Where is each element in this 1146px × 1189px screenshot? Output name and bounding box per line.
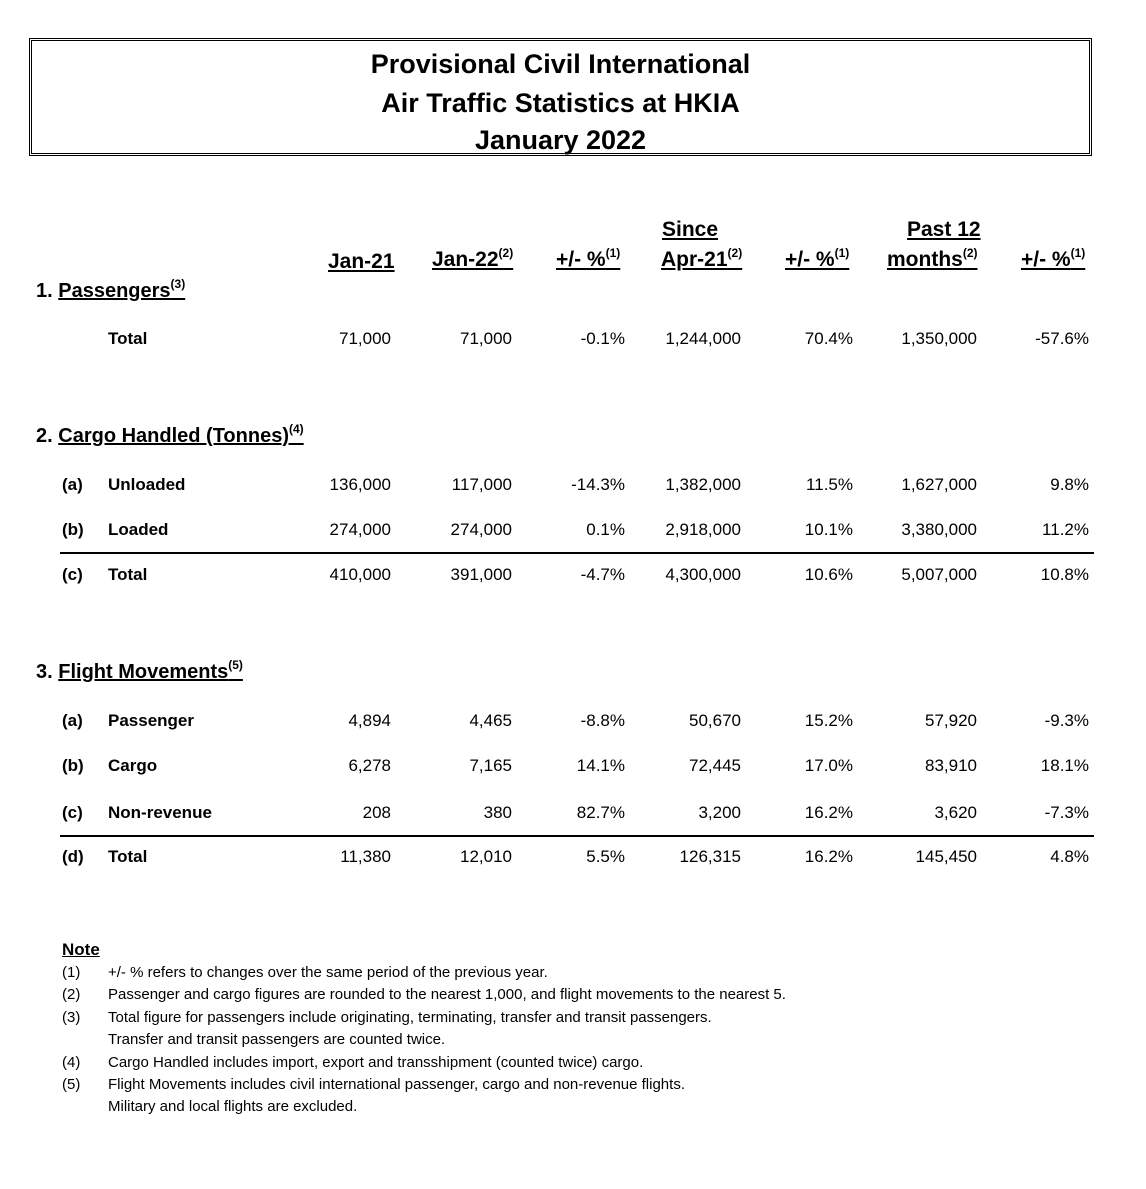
table-cell: 11.5% [806, 475, 853, 494]
note-number: (4) [62, 1053, 81, 1071]
section-flights-heading: 3. Flight Movements$^{(5)}$ [36, 658, 243, 683]
table-cell: 117,000 [451, 475, 512, 494]
table-cell: 11.2% [1042, 520, 1089, 539]
table-cell: 15.2% [804, 711, 853, 730]
table-cell: 10.1% [804, 520, 853, 539]
flights-total-rule [60, 835, 1094, 837]
note-text: Total figure for passengers include originating, terminating, transfer and transit passengers. [108, 1008, 712, 1026]
table-cell: 208 [362, 803, 391, 822]
table-cell: 4,894 [348, 711, 391, 730]
table-cell: 1,627,000 [901, 475, 977, 494]
note-text: Military and local flights are excluded. [108, 1098, 358, 1116]
title-line-2: Air Traffic Statistics at HKIA [381, 88, 740, 118]
header-jan21: Jan-21 [328, 250, 395, 273]
row-letter: (b) [62, 520, 84, 539]
note-number: (2) [62, 986, 81, 1004]
row-letter: (a) [62, 711, 83, 730]
title-line-1: Provisional Civil International [370, 49, 751, 79]
table-cell: 380 [483, 803, 512, 822]
row-label: Total [108, 329, 148, 348]
row-label: Total [108, 847, 148, 866]
row-label: Loaded [108, 520, 169, 539]
note-number: (5) [62, 1076, 81, 1093]
title-line-3: January 2022 [474, 125, 647, 155]
header-pct-3: +/- %$^{(1)}$ [1021, 246, 1086, 271]
title-box [29, 38, 1092, 156]
header-past12-months: months$^{(2)}$ [887, 246, 978, 271]
row-label: Passenger [108, 711, 194, 730]
table-cell: 274,000 [329, 520, 391, 539]
row-letter: (a) [62, 475, 83, 494]
table-cell: 16.2% [804, 847, 853, 866]
table-cell: 274,000 [450, 520, 512, 539]
table-cell: 71,000 [460, 329, 512, 348]
table-cell: 1,350,000 [901, 329, 977, 348]
table-cell: -7.3% [1044, 803, 1089, 822]
header-pct-1: +/- %$^{(1)}$ [556, 246, 621, 271]
table-cell: 3,620 [934, 803, 977, 822]
table-cell: -9.3% [1044, 711, 1089, 730]
table-cell: 391,000 [450, 565, 512, 584]
table-cell: 9.8% [1050, 475, 1089, 494]
table-cell: 5.5% [586, 847, 625, 866]
table-cell: -4.7% [580, 565, 625, 584]
table-cell: 57,920 [925, 711, 977, 730]
note-text: Cargo Handled includes import, export and transshipment (counted twice) cargo. [108, 1053, 644, 1071]
table-cell: 2,918,000 [665, 520, 741, 539]
header-pct-2: +/- %$^{(1)}$ [785, 246, 850, 271]
section-cargo-heading: 2. Cargo Handled (Tonnes)$^{(4)}$ [36, 422, 304, 447]
table-cell: 11,380 [340, 847, 391, 866]
table-cell: 145,450 [915, 847, 977, 866]
table-cell: 4,465 [469, 711, 512, 730]
cargo-total-rule [60, 552, 1094, 554]
header-past12-top: Past 12 [907, 218, 981, 241]
table-cell: 82.7% [576, 803, 625, 822]
note-title: Note [62, 940, 100, 959]
table-cell: 126,315 [679, 847, 741, 866]
table-cell: -8.8% [580, 711, 625, 730]
table-cell: 71,000 [339, 329, 391, 348]
table-cell: 17.0% [804, 756, 853, 775]
table-cell: 3,200 [698, 803, 741, 822]
table-cell: 7,165 [469, 756, 512, 775]
table-cell: 136,000 [329, 475, 391, 494]
row-letter: (d) [62, 847, 84, 866]
note-text: Flight Movements includes civil international passenger, cargo and non-revenue flights. [108, 1076, 685, 1093]
table-cell: 4.8% [1050, 847, 1089, 866]
header-jan22: Jan-22$^{(2)}$ [432, 246, 514, 271]
row-label: Cargo [108, 756, 158, 775]
table-cell: -0.1% [580, 329, 625, 348]
table-cell: 16.2% [804, 803, 853, 822]
table-cell: 18.1% [1040, 756, 1089, 775]
table-cell: 1,244,000 [665, 329, 741, 348]
table-cell: 12,010 [460, 847, 512, 866]
table-cell: 14.1% [576, 756, 625, 775]
table-cell: 3,380,000 [901, 520, 977, 539]
row-letter: (c) [62, 803, 83, 822]
row-letter: (c) [62, 565, 83, 584]
table-cell: 70.4% [804, 329, 853, 348]
table-cell: -14.3% [571, 475, 625, 494]
note-number: (1) [62, 964, 81, 981]
row-label: Non-revenue [108, 803, 212, 822]
section-passengers-heading: 1. Passengers$^{(3)}$ [36, 277, 186, 302]
table-cell: 4,300,000 [665, 565, 741, 584]
table-cell: 10.8% [1040, 565, 1089, 584]
note-text: Passenger and cargo figures are rounded to the nearest 1,000, and flight movements to the nearest 5. [108, 986, 786, 1004]
note-number: (3) [62, 1008, 81, 1026]
table-cell: 10.6% [804, 565, 853, 584]
header-since-apr21: Apr-21$^{(2)}$ [661, 246, 743, 271]
table-cell: 83,910 [925, 756, 977, 775]
table-cell: 1,382,000 [665, 475, 741, 494]
table-cell: 6,278 [348, 756, 391, 775]
table-cell: 50,670 [689, 711, 741, 730]
note-text: Transfer and transit passengers are counted twice. [108, 1031, 446, 1049]
row-label: Unloaded [108, 475, 186, 494]
table-cell: -57.6% [1035, 329, 1089, 348]
row-label: Total [108, 565, 148, 584]
table-cell: 72,445 [689, 756, 741, 775]
table-cell: 5,007,000 [901, 565, 977, 584]
row-letter: (b) [62, 756, 84, 775]
table-cell: 410,000 [329, 565, 391, 584]
header-since-top: Since [662, 218, 719, 241]
note-text: +/- % refers to changes over the same period of the previous year. [108, 964, 548, 981]
table-cell: 0.1% [586, 520, 625, 539]
